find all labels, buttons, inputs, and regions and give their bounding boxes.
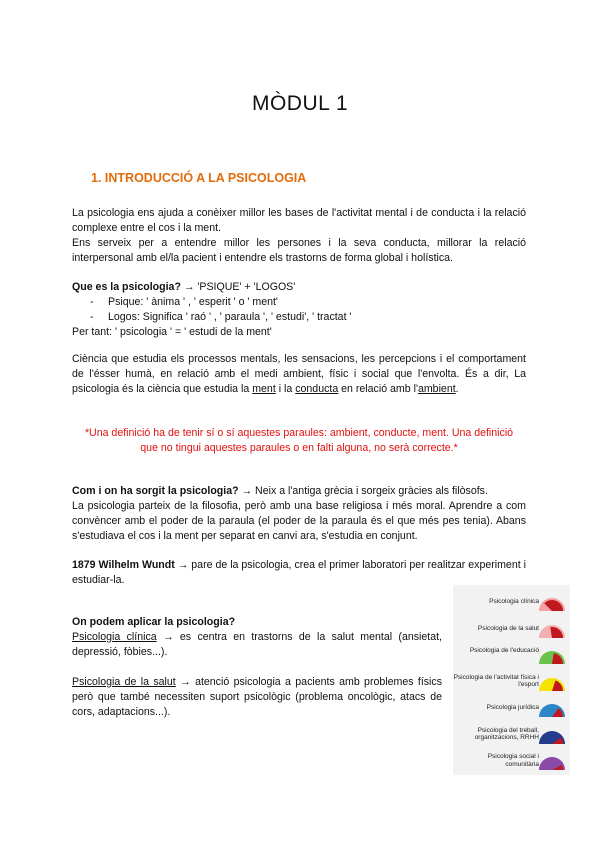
field-semicircle-icon <box>538 644 566 666</box>
keyword-ambient: ambient <box>417 383 456 395</box>
list-item: - Logos: Significa ' raó ' , ' paraula ', ' estudi', ' tractat ' <box>90 311 352 323</box>
field-semicircle-icon <box>538 697 566 719</box>
infographic-label: Psicologia social i comunitària <box>487 753 539 768</box>
what-answer: → 'PSIQUE' + 'LOGOS' <box>180 281 296 293</box>
definition-text: en relació amb l' <box>338 383 418 395</box>
apply-paragraph <box>72 615 442 720</box>
wundt-paragraph <box>72 558 526 588</box>
section-heading <box>91 171 306 185</box>
infographic-row <box>453 618 570 642</box>
infographic-label: Psicologia de la salut <box>477 624 539 632</box>
list-item-psique: Psique: ' ànima ' , ' esperit ' o ' ment' <box>108 296 278 308</box>
infographic-row <box>453 591 570 615</box>
section-number: 1. <box>91 171 102 185</box>
field-semicircle-icon <box>538 750 566 772</box>
origin-question: Com i on ha sorgit la psicologia? <box>72 485 239 497</box>
page-title: MÒDUL 1 <box>251 92 349 115</box>
field-semicircle-icon <box>538 591 566 613</box>
note-line-2: que no tingui aquestes paraules o en falti alguna, no serà correcte.* <box>140 442 458 454</box>
definition-paragraph <box>72 352 526 397</box>
infographic-row <box>453 671 570 695</box>
field-semicircle-icon <box>538 671 566 693</box>
wundt-text: → pare de la psicologia, crea el primer laboratori per realitzar experiment i estudiar-la. <box>72 559 526 586</box>
origin-answer: → Neix a l'antiga grècia i sorgeix gràcies als filòsofs. <box>238 485 488 497</box>
semicircle-inner <box>552 653 563 664</box>
list-item-logos: Logos: Significa ' raó ' , ' paraula ', ' estudi', ' tractat ' <box>108 311 352 323</box>
clinica-text: → es centra en trastorns de la salut mental (ansietat, depressió, fòbies...). <box>72 631 442 658</box>
infographic-row <box>453 644 570 668</box>
therefore-line: Per tant: ' psicologia ' = ' estudi de la ment' <box>72 326 272 338</box>
infographic-label: Psicologia del treball, organitzacions, RRHH <box>474 726 539 741</box>
section-title-text: INTRODUCCIÓ A LA PSICOLOGIA <box>104 171 307 185</box>
what-question: Que es la psicologia? <box>72 281 181 293</box>
definition-text: i la <box>275 383 296 395</box>
infographic-row <box>453 697 570 721</box>
what-is-psychology <box>72 280 526 340</box>
definition-text: Ciència que estudia els processos mentals, les sensacions, les percepcions i el comportament de l'ésser humà, en relació amb el medi ambient, físic i social que l'envolta. És a dir, La psicologia és la ciència que estudia la <box>72 353 526 395</box>
apply-question: On podem aplicar la psicologia? <box>72 616 236 628</box>
definition-note <box>72 426 526 456</box>
origin-paragraph <box>72 484 526 544</box>
salut-label: Psicologia de la salut <box>72 676 176 688</box>
psychology-fields-infographic <box>453 585 570 775</box>
infographic-label: Psicologia de l'activitat física i l'esport <box>453 673 539 688</box>
salut-text: → atenció psicologia a pacients amb problemes físics però que també necessiten suport psicològic (problema oncològic, atacs de cors, adaptacions...). <box>72 676 443 718</box>
field-semicircle-icon <box>538 618 566 640</box>
clinica-label: Psicologia clínica <box>72 631 157 643</box>
infographic-row <box>453 724 570 748</box>
infographic-label: Psicologia clínica <box>489 598 539 605</box>
note-line-1: *Una definició ha de tenir sí o sí aquestes paraules: ambient, conducte, ment. Una definició <box>84 427 514 439</box>
infographic-label: Psicologia jurídica <box>486 704 539 711</box>
origin-p2: La psicologia parteix de la filosofia, però amb una base religiosa i més moral. Aprendre a com convèncer amb el poder de la paraula (el poder de la paraula és el que més pes tenia). Abans s'estudiava el cos i la ment per separat en canvi ara, s'estudia en conjunt. <box>72 500 526 542</box>
field-semicircle-icon <box>538 724 566 746</box>
keyword-conducta: conducta <box>295 383 339 395</box>
semicircle-inner <box>550 627 563 638</box>
definition-text: . <box>455 383 459 395</box>
intro-p2: Ens serveix per a entendre millor les persones i la seva conducta, millorar la relació interpersonal amb el/la pacient i entendre els trastorns de forma global i holística. <box>72 237 526 264</box>
infographic-label: Psicologia de l'educació <box>469 647 539 654</box>
intro-p1: La psicologia ens ajuda a conèixer millor les bases de l'activitat mental i de conducta i la relació complexe entre el cos i la ment. <box>72 207 526 234</box>
intro-paragraph <box>72 206 526 266</box>
wundt-name: 1879 Wilhelm Wundt <box>72 559 175 571</box>
keyword-ment: ment <box>252 383 276 395</box>
list-item: - Psique: ' ànima ' , ' esperit ' o ' ment' <box>90 296 278 308</box>
infographic-row <box>453 750 570 774</box>
